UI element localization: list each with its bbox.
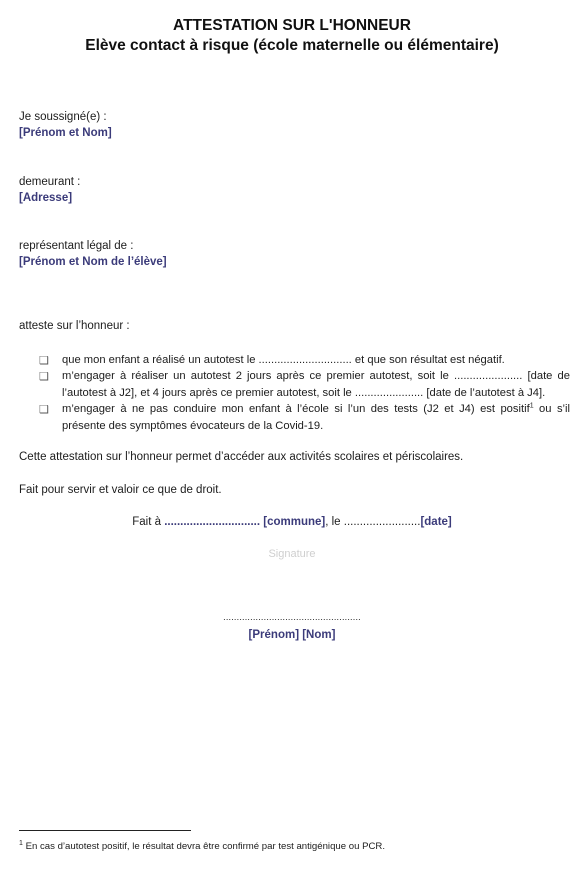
item2-blank-j2: ...................... — [454, 370, 523, 382]
document-subtitle: Elève contact à risque (école maternelle ou élémentaire) — [85, 37, 499, 54]
name-placeholder: [Prénom et Nom] — [19, 127, 112, 139]
date-blank: ........................ — [343, 516, 421, 528]
date-label: , le — [325, 516, 344, 528]
address-placeholder: [Adresse] — [19, 192, 73, 204]
item1-text: que mon enfant a réalisé un autotest le — [62, 354, 259, 366]
commune-placeholder: [commune] — [260, 516, 326, 528]
commune-blank: .............................. — [164, 516, 261, 528]
checkbox-icon: ❑ — [39, 404, 49, 416]
signer-name-placeholder: [Prénom] [Nom] — [248, 629, 336, 641]
footnote-divider — [19, 830, 191, 831]
item2-blank-j4: ...................... — [354, 386, 424, 399]
checkbox-icon: ❑ — [39, 355, 49, 367]
item2-j2-placeholder: [date de l’autotest à J2] — [62, 370, 570, 399]
item2-j4-placeholder: [date de l’autotest à J4] — [423, 386, 543, 399]
attest-item-2 — [62, 368, 570, 401]
signature-label: Signature — [268, 548, 316, 560]
signature-line: ................................................... — [223, 612, 361, 622]
undersigned-label: Je soussigné(e) : — [19, 111, 107, 123]
attest-label: atteste sur l’honneur : — [19, 320, 130, 332]
footnote-text: En cas d’autotest positif, le résultat devra être confirmé par test antigénique ou PCR. — [22, 841, 385, 852]
attest-item-3 — [62, 401, 570, 434]
guardian-label: représentant légal de : — [19, 240, 134, 252]
item1-text-end: et que son résultat est négatif. — [351, 354, 505, 366]
date-placeholder: [date] — [420, 516, 452, 528]
place-date-line — [0, 516, 584, 528]
checkbox-icon: ❑ — [39, 371, 49, 383]
item3-text-end: ou s’il présente des symptômes évocateurs de la Covid-19. — [62, 403, 570, 432]
footnote — [19, 841, 385, 852]
document-title: ATTESTATION SUR L'HONNEUR — [173, 17, 411, 34]
access-paragraph: Cette attestation sur l’honneur permet d’accéder aux activités scolaires et périscolaires. — [19, 451, 464, 463]
item2-period: . — [542, 386, 546, 399]
footnote-number: 1 — [19, 839, 23, 847]
validity-paragraph: Fait pour servir et valoir ce que de droit. — [19, 484, 222, 496]
address-label: demeurant : — [19, 176, 81, 188]
student-name-placeholder: [Prénom et Nom de l’élève] — [19, 256, 167, 268]
footnote-ref: 1 — [529, 402, 534, 410]
item1-blank: .............................. — [258, 354, 352, 366]
attest-item-1 — [62, 352, 570, 369]
item2-text-mid: , et 4 jours après ce premier autotest, soit le — [134, 386, 355, 399]
item3-text: m’engager à ne pas conduire mon enfant à l’école si l’un des tests (J2 et J4) est positif — [62, 403, 530, 415]
item2-text: m’engager à réaliser un autotest 2 jours après ce premier autotest, soit le — [62, 370, 454, 382]
fait-label: Fait à — [132, 516, 165, 528]
